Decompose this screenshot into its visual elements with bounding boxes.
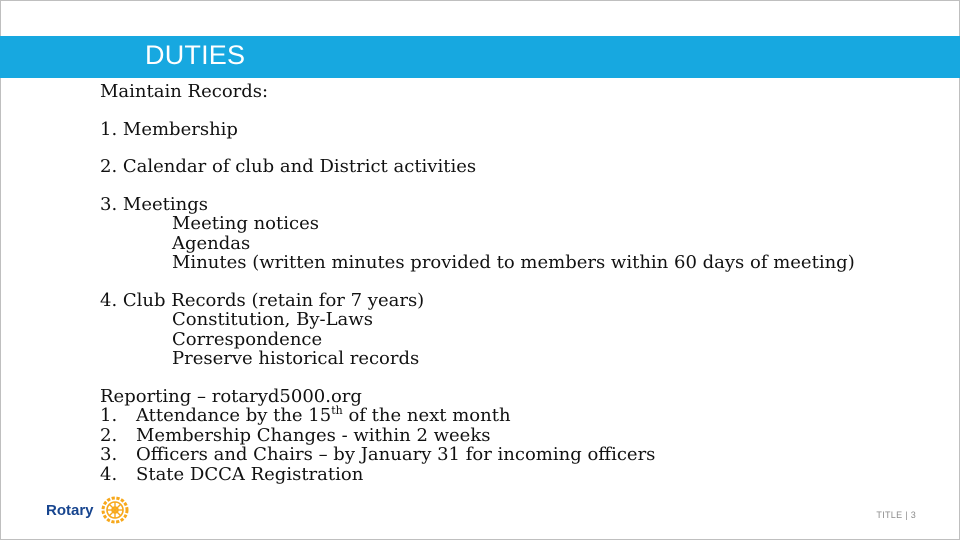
- intro-paragraph: [100, 82, 920, 102]
- list-number: 1.: [100, 405, 118, 426]
- item-club-records-label: 4. Club Records (retain for 7 years): [100, 289, 425, 311]
- item-calendar-label: 2. Calendar of club and District activities: [100, 156, 477, 177]
- reporting-section: [100, 387, 920, 485]
- rotary-logo: [46, 495, 130, 525]
- meetings-sub-item: Minutes (written minutes provided to members within 60 days of meeting): [172, 252, 855, 273]
- club-records-sub-item: Preserve historical records: [172, 348, 420, 369]
- list-text-after: of the next month: [342, 405, 511, 426]
- item-membership: [100, 120, 920, 140]
- list-item: [100, 445, 920, 465]
- item-meetings-label: 3. Meetings: [100, 193, 208, 215]
- intro-text: Maintain Records:: [100, 81, 269, 102]
- title-bar: [0, 36, 960, 78]
- footer: [876, 510, 916, 520]
- item-calendar: [100, 157, 920, 177]
- list-item: [100, 426, 920, 446]
- club-records-sub-item: Constitution, By-Laws: [172, 309, 373, 330]
- page-number: 3: [910, 510, 916, 520]
- reporting-list: [100, 406, 920, 484]
- list-text: State DCCA Registration: [136, 463, 364, 485]
- ordinal-suffix: th: [331, 404, 343, 417]
- item-club-records: [100, 291, 920, 369]
- slide-title: DUTIES: [145, 40, 246, 70]
- meetings-sub-item: Agendas: [172, 232, 251, 254]
- item-membership-label: 1. Membership: [100, 118, 238, 140]
- footer-separator: |: [905, 510, 908, 520]
- footer-label: TITLE: [876, 510, 903, 520]
- item-meetings: [100, 195, 920, 273]
- slide-body: [100, 82, 920, 484]
- list-item: [100, 406, 920, 426]
- meetings-sub-item: Meeting notices: [172, 213, 319, 234]
- list-number: 3.: [100, 444, 118, 465]
- list-item: [100, 465, 920, 485]
- list-number: 4.: [100, 463, 118, 485]
- list-text: Membership Changes - within 2 weeks: [136, 424, 491, 446]
- logo-wordmark: Rotary: [46, 501, 94, 519]
- list-text: Officers and Chairs – by January 31 for incoming officers: [136, 444, 656, 465]
- list-number: 2.: [100, 424, 118, 446]
- club-records-sub-item: Correspondence: [172, 328, 323, 350]
- rotary-wheel-icon: [100, 495, 130, 525]
- list-text: Attendance by the 15: [136, 405, 332, 426]
- reporting-heading: Reporting – rotaryd5000.org: [100, 385, 362, 407]
